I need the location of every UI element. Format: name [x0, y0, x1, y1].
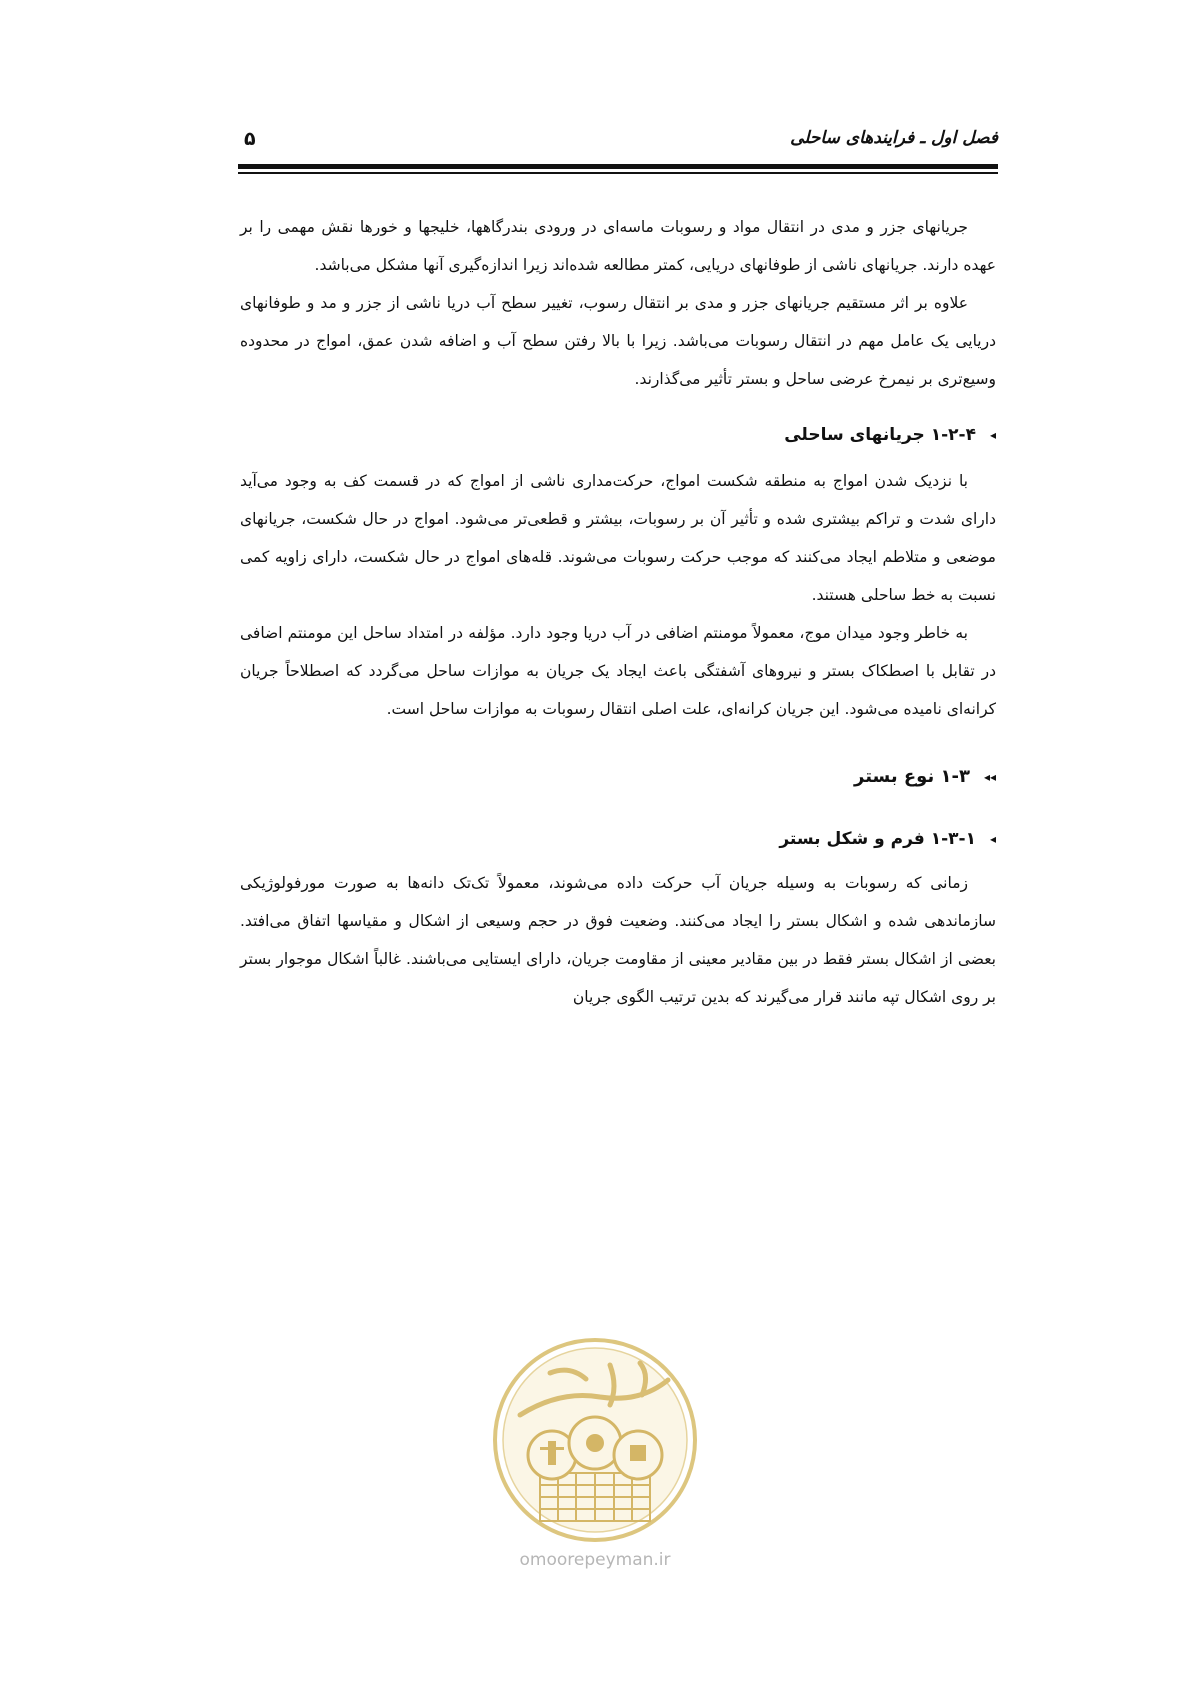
page-body	[240, 208, 996, 1016]
header-rule-thick	[238, 164, 998, 169]
paragraph-tidal-currents: جریانهای جزر و مدی در انتقال مواد و رسوبات ماسه‌ای در ورودی بندرگاهها، خلیجها و خورها نقش مهمی را بر عهده دارند. جریانهای ناشی از طوفانهای دریایی، کمتر مطالعه شده‌اند زیرا اندازه‌گیری آنها مشکل می‌باشد.	[240, 218, 996, 274]
heading-text: ۱-۳-۱ فرم و شکل بستر	[779, 829, 976, 849]
logo-seal-icon	[490, 1335, 700, 1545]
page-number: ۵	[244, 128, 256, 150]
paragraph-breaking-waves: با نزدیک شدن امواج به منطقه شکست امواج، حرکت‌مداری ناشی از امواج که در قسمت کف به وجود می‌آید دارای شدت و تراکم بیشتری شده و تأثیر آن بر رسوبات، بیشتر و قطعی‌تر می‌شود. امواج در حال شکست، جریانهای موضعی و متلاطم ایجاد می‌کنند که موجب حرکت رسوبات می‌شوند. قله‌های امواج در حال شکست، دارای زاویه کمی نسبت به خط ساحلی هستند.	[240, 472, 996, 604]
chapter-title: فصل اول ـ فرایندهای ساحلی	[790, 128, 998, 148]
heading-marker-icon: ◂	[989, 428, 996, 442]
logo-caption: omoorepeyman.ir	[519, 1550, 671, 1570]
heading-coastal-currents	[240, 416, 996, 454]
paragraph-bed-forms: زمانی که رسوبات به وسیله جریان آب حرکت داده می‌شوند، معمولاً تک‌تک دانه‌ها به صورت مورفولوژیکی سازماندهی شده و اشکال بستر را ایجاد می‌کنند. وضعیت فوق در حجم وسیعی از اشکال و مقیاسها اتفاق می‌افتد. بعضی از اشکال بستر فقط در بین مقادیر معینی از مقاومت جریان، دارای ایستایی می‌باشند. غالباً اشکال موجوار بستر بر روی اشکال تپه مانند قرار می‌گیرند که بدین ترتیب الگوی جریان	[240, 874, 996, 1006]
watermark-logo	[490, 1335, 700, 1545]
heading-double-marker-icon: ◂◂	[983, 770, 996, 784]
heading-bed-form	[240, 820, 996, 858]
heading-marker-icon: ◂	[989, 832, 996, 846]
paragraph-water-level: علاوه بر اثر مستقیم جریانهای جزر و مدی بر انتقال رسوب، تغییر سطح آب دریا ناشی از جزر و مد و طوفانهای دریایی یک عامل مهم در انتقال رسوبات می‌باشد. زیرا با بالا رفتن سطح آب و اضافه شدن عمق، امواج در محدوده وسیع‌تری بر نیمرخ عرضی ساحل و بستر تأثیر می‌گذارند.	[240, 294, 996, 388]
header-rule-thin	[238, 172, 998, 174]
heading-text: ۱-۲-۴ جریانهای ساحلی	[784, 425, 976, 445]
heading-text: ۱-۳ نوع بستر	[854, 766, 970, 787]
paragraph-longshore-current: به خاطر وجود میدان موج، معمولاً مومنتم اضافی در آب دریا وجود دارد. مؤلفه در امتداد ساحل این مومنتم اضافی در تقابل با اصطکاک بستر و نیروهای آشفتگی باعث ایجاد یک جریان به موازات ساحل می‌گردد که اصطلاحاً جریان کرانه‌ای نامیده می‌شود. این جریان کرانه‌ای، علت اصلی انتقال رسوبات به موازات ساحل است.	[240, 624, 996, 718]
heading-bed-type	[240, 758, 996, 796]
page-header	[238, 128, 998, 152]
